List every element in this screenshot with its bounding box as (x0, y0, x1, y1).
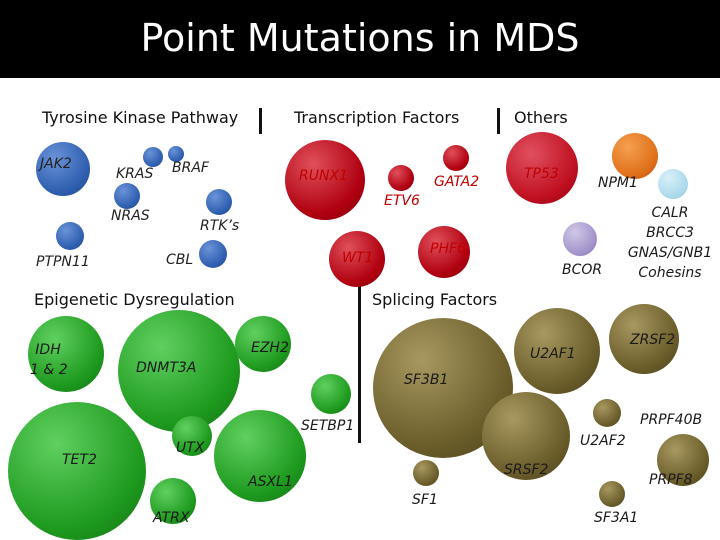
bubble-rtks (206, 189, 232, 215)
divider-tk-tf (259, 108, 262, 134)
bubble-ptpn11 (56, 222, 84, 250)
label-u2af2: U2AF2 (580, 433, 626, 449)
label-others-stack (622, 203, 718, 283)
heading-others: Others (514, 108, 568, 127)
label-utx: UTX (176, 440, 205, 456)
bubble-gata2 (443, 145, 469, 171)
bubble-cbl (199, 240, 227, 268)
label-tp53: TP53 (524, 166, 559, 182)
label-sf1: SF1 (412, 492, 438, 508)
bubble-etv6 (388, 165, 414, 191)
heading-splicing: Splicing Factors (372, 290, 498, 309)
divider-tf-others (497, 108, 500, 134)
label-jak2: JAK2 (40, 156, 72, 172)
label-zrsf2: ZRSF2 (630, 332, 676, 348)
heading-transcription-factors: Transcription Factors (294, 108, 460, 127)
label-etv6: ETV6 (384, 193, 420, 209)
label-ptpn11: PTPN11 (36, 254, 90, 270)
label-sf3b1: SF3B1 (404, 372, 449, 388)
label-setbp1: SETBP1 (301, 418, 355, 434)
label-brcc3: BRCC3 (646, 225, 694, 241)
label-atrx: ATRX (153, 510, 190, 526)
label-u2af1: U2AF1 (530, 346, 576, 362)
page-title: Point Mutations in MDS (140, 16, 580, 60)
title-bar (0, 0, 720, 78)
label-cbl: CBL (166, 252, 194, 268)
bubble-prpf40b (593, 399, 621, 427)
bubble-sf1 (413, 460, 439, 486)
label-sf3a1: SF3A1 (594, 510, 639, 526)
heading-epigenetic: Epigenetic Dysregulation (34, 290, 235, 309)
label-tet2: TET2 (62, 452, 97, 468)
bubble-setbp1 (311, 374, 351, 414)
bubble-nras (114, 183, 140, 209)
label-prpf40b: PRPF40B (640, 412, 703, 428)
label-prpf8: PRPF8 (649, 472, 693, 488)
bubble-cohesins-group (658, 169, 688, 199)
label-runx1: RUNX1 (299, 168, 348, 184)
label-bcor: BCOR (562, 262, 603, 278)
bubble-bcor (563, 222, 597, 256)
label-gata2: GATA2 (434, 174, 480, 190)
bubble-sf3a1 (599, 481, 625, 507)
label-phf6: PHF6 (430, 241, 466, 257)
label-idh-stack (30, 340, 66, 380)
label-ezh2: EZH2 (251, 340, 289, 356)
bubble-npm1 (612, 133, 658, 179)
label-idh: IDH (35, 342, 61, 358)
label-srsf2: SRSF2 (504, 462, 549, 478)
label-idh-1-2: 1 & 2 (30, 362, 68, 378)
bubble-tet2 (8, 402, 146, 540)
heading-tyrosine-kinase: Tyrosine Kinase Pathway (42, 108, 239, 127)
label-rtks: RTK’s (200, 218, 240, 234)
label-calr: CALR (651, 205, 689, 221)
divider-epi-splicing (358, 285, 361, 443)
label-gnas-gnb1: GNAS/GNB1 (627, 245, 713, 261)
label-braf: BRAF (172, 160, 209, 176)
label-dnmt3a: DNMT3A (136, 360, 197, 376)
label-npm1: NPM1 (598, 175, 638, 191)
label-cohesins: Cohesins (638, 265, 702, 281)
label-nras: NRAS (111, 208, 150, 224)
bubble-kras (143, 147, 163, 167)
label-wt1: WT1 (342, 250, 374, 266)
label-asxl1: ASXL1 (248, 474, 293, 490)
label-kras: KRAS (116, 166, 154, 182)
